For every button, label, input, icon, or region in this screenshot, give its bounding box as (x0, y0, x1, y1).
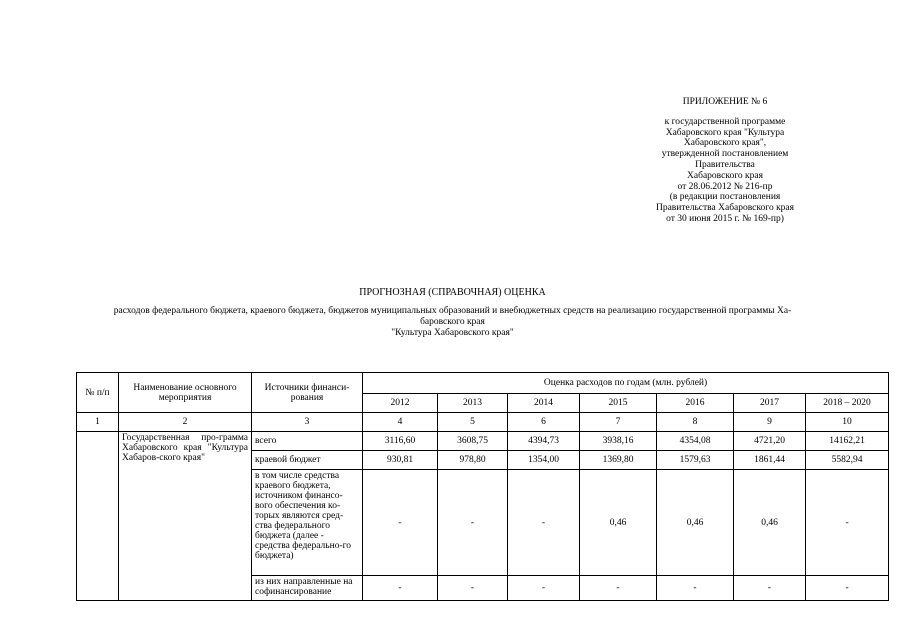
header-year: 2015 (580, 394, 657, 413)
source-cell: в том числе средства краевого бюджета, источником финансо-вого обеспечения ко-торых являются сред-ства федерального бюджета (далее - средства федерально-го бюджета) (252, 470, 363, 576)
column-number: 5 (438, 413, 508, 432)
value-cell: 3116,60 (363, 432, 438, 451)
appendix-line: Хабаровского края (687, 170, 763, 181)
appendix-line: от 28.06.2012 № 216-пр (677, 181, 773, 192)
expenditure-table (76, 372, 889, 601)
program-name-cell: Государственная про-грамма Хабаровского края "Культура Хабаров-ского края" (119, 432, 252, 601)
value-cell: - (580, 576, 657, 601)
appendix-title: ПРИЛОЖЕНИЕ № 6 (682, 97, 768, 107)
value-cell: 0,46 (734, 470, 806, 576)
source-cell: краевой бюджет (252, 451, 363, 470)
column-number: 9 (734, 413, 806, 432)
value-cell: 4354,08 (657, 432, 734, 451)
value-cell: 1579,63 (657, 451, 734, 470)
row-number-cell (77, 432, 119, 601)
appendix-line: Правительства (695, 159, 755, 170)
value-cell: 4721,20 (734, 432, 806, 451)
value-cell: 1354,00 (508, 451, 580, 470)
document-heading: ПРОГНОЗНАЯ (СПРАВОЧНАЯ) ОЦЕНКА (359, 287, 546, 298)
source-cell: из них направленные на софинансирование (252, 576, 363, 601)
value-cell: 3938,16 (580, 432, 657, 451)
appendix-line: от 30 июня 2015 г. № 169-пр) (666, 213, 784, 224)
value-cell: 4394,73 (508, 432, 580, 451)
value-cell: 0,46 (657, 470, 734, 576)
value-cell: - (806, 470, 889, 576)
header-source: Источники финанси-рования (252, 373, 363, 413)
value-cell: - (363, 576, 438, 601)
value-cell: - (657, 576, 734, 601)
value-cell: - (508, 470, 580, 576)
column-number: 1 (77, 413, 119, 432)
value-cell: - (734, 576, 806, 601)
appendix-line: утвержденной постановлением (661, 149, 789, 160)
appendix-line: Хабаровского края", (683, 138, 767, 149)
value-cell: 930,81 (363, 451, 438, 470)
column-number: 4 (363, 413, 438, 432)
column-number-row (77, 413, 889, 432)
header-year: 2016 (657, 394, 734, 413)
value-cell: - (508, 576, 580, 601)
appendix-line: (в редакции постановления (669, 192, 781, 203)
document-subheading (60, 306, 845, 339)
appendix-line: Хабаровского края "Культура (665, 127, 785, 138)
column-number: 3 (252, 413, 363, 432)
value-cell: 978,80 (438, 451, 508, 470)
subheading-line: баровского края (420, 317, 485, 327)
value-cell: 1369,80 (580, 451, 657, 470)
header-year: 2014 (508, 394, 580, 413)
value-cell: 1861,44 (734, 451, 806, 470)
table-row (77, 432, 889, 451)
value-cell: - (438, 576, 508, 601)
value-cell: 5582,94 (806, 451, 889, 470)
value-cell: - (363, 470, 438, 576)
value-cell: - (806, 576, 889, 601)
value-cell: - (438, 470, 508, 576)
column-number: 10 (806, 413, 889, 432)
column-number: 2 (119, 413, 252, 432)
header-year: 2018 – 2020 (806, 394, 889, 413)
column-number: 7 (580, 413, 657, 432)
value-cell: 14162,21 (806, 432, 889, 451)
subheading-line: расходов федерального бюджета, краевого бюджета, бюджетов муниципальных образований и внебюджетных средств на реализацию государственной программы Ха- (113, 306, 792, 316)
column-number: 8 (657, 413, 734, 432)
value-cell: 3608,75 (438, 432, 508, 451)
header-year: 2017 (734, 394, 806, 413)
column-number: 6 (508, 413, 580, 432)
appendix-line: к государственной программе (664, 116, 786, 127)
header-name: Наименование основного мероприятия (119, 373, 252, 413)
header-num: № п/п (77, 373, 119, 413)
header-year: 2012 (363, 394, 438, 413)
subheading-line: "Культура Хабаровского края" (391, 328, 514, 338)
value-cell: 0,46 (580, 470, 657, 576)
header-estimate: Оценка расходов по годам (млн. рублей) (363, 373, 889, 394)
source-cell: всего (252, 432, 363, 451)
appendix-block (600, 97, 850, 225)
appendix-line: Правительства Хабаровского края (655, 203, 795, 214)
header-year: 2013 (438, 394, 508, 413)
